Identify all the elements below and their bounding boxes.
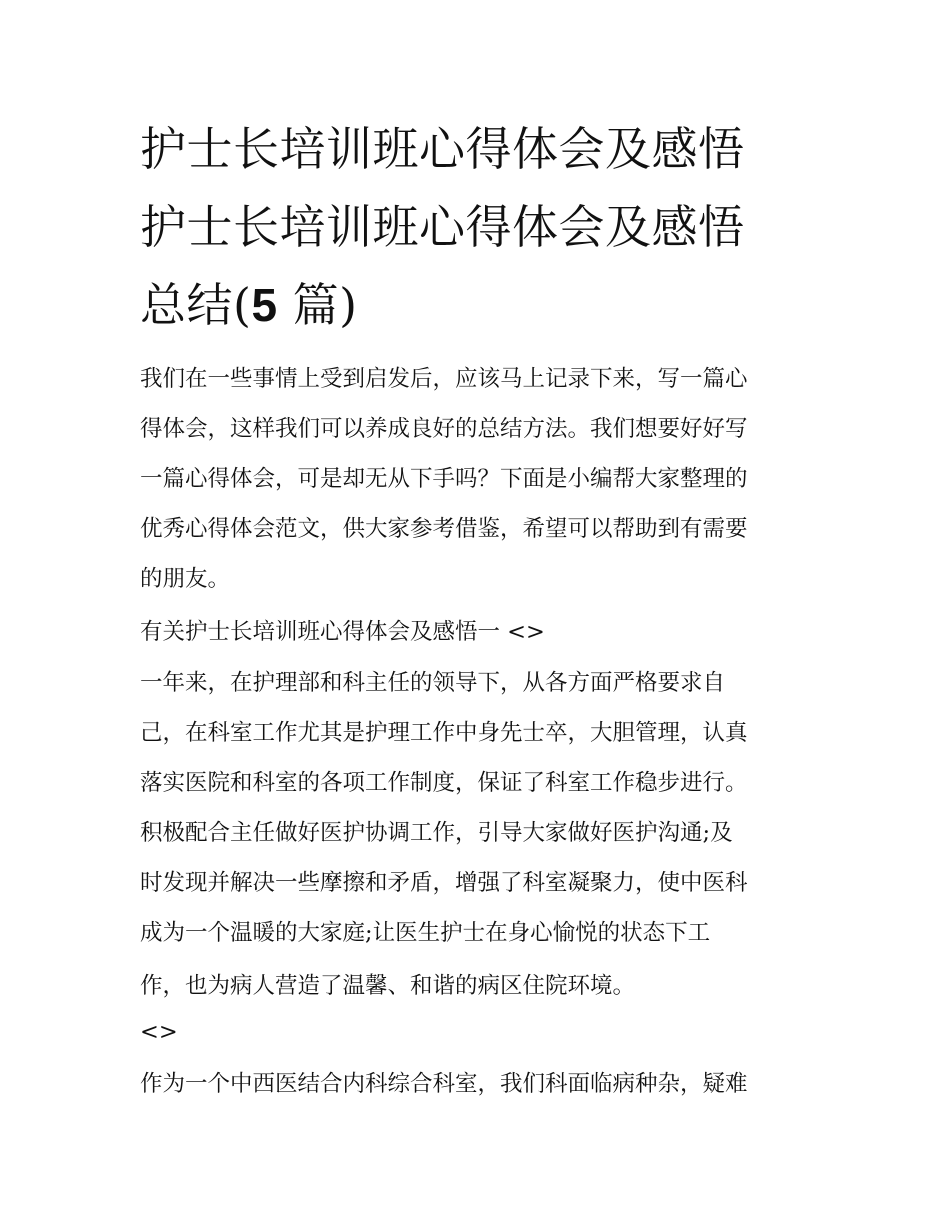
title-line-3-prefix: 总结(	[140, 278, 252, 332]
body-line-1: 一年来，在护理部和科主任的领导下，从各方面严格要求自	[140, 670, 726, 696]
intro-line-3: 一篇心得体会，可是却无从下手吗？下面是小编帮大家整理的	[140, 466, 748, 492]
intro-line-2: 得体会，这样我们可以养成良好的总结方法。我们想要好好写	[140, 416, 748, 442]
title-line-1: 护士长培训班心得体会及感悟	[140, 122, 745, 176]
body-line-5: 时发现并解决一些摩擦和矛盾，增强了科室凝聚力，使中医科	[140, 870, 748, 896]
body-line-8: 作为一个中西医结合内科综合科室，我们科面临病种杂，疑难	[140, 1071, 748, 1097]
body-line-4: 积极配合主任做好医护协调工作，引导大家做好医护沟通;及	[140, 820, 733, 846]
title-line-2: 护士长培训班心得体会及感悟	[140, 200, 745, 254]
body-line-2: 己，在科室工作尤其是护理工作中身先士卒，大胆管理，认真	[140, 720, 748, 746]
intro-line-1: 我们在一些事情上受到启发后，应该马上记录下来，写一篇心	[140, 366, 748, 392]
document-title	[140, 110, 820, 344]
title-line-3-suffix: 篇)	[277, 278, 358, 332]
body-line-6: 成为一个温暖的大家庭;让医生护士在身心愉悦的状态下工	[140, 920, 711, 946]
intro-line-4: 优秀心得体会范文，供大家参考借鉴，希望可以帮助到有需要	[140, 516, 748, 542]
body-line-3: 落实医院和科室的各项工作制度，保证了科室工作稳步进行。	[140, 770, 748, 796]
body-line-7: 作，也为病人营造了温馨、和谐的病区住院环境。	[140, 973, 636, 999]
title-count: 5	[251, 279, 278, 331]
intro-line-5: 的朋友。	[140, 566, 231, 592]
title-line-3	[140, 278, 358, 332]
section-heading-1: 有关护士长培训班心得体会及感悟一 <>	[140, 619, 545, 645]
body-marker: <>	[140, 1019, 178, 1045]
